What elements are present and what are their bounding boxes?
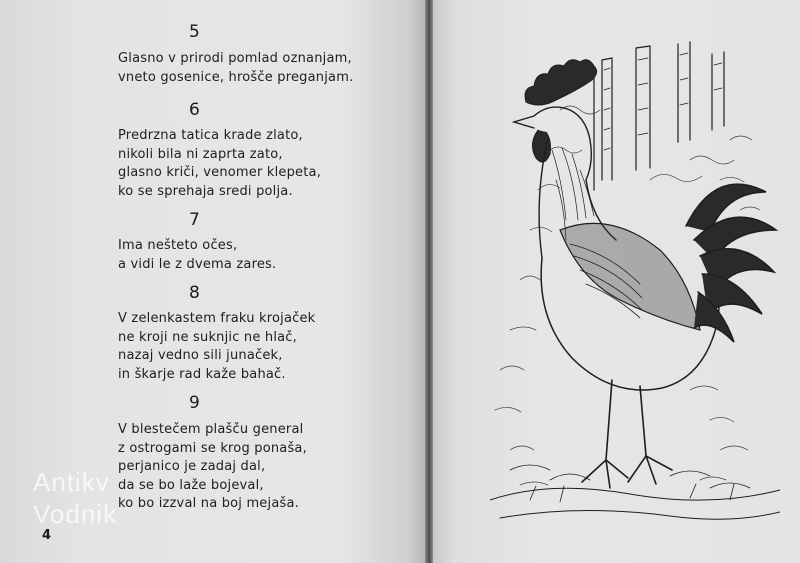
poem-line: Ima nešteto očes, [118, 238, 238, 253]
rooster-comb [525, 60, 597, 105]
stanza-number: 8 [189, 283, 200, 303]
poem-line: da se bo laže bojeval, [118, 477, 264, 493]
poem-line: a vidi le z dvema zares. [118, 256, 277, 272]
stanza-number: 6 [189, 100, 200, 120]
ground [490, 488, 780, 519]
poem-line: glasno kriči, venomer klepeta, [118, 165, 322, 181]
poem-line: V zelenkastem fraku krojaček [118, 311, 316, 326]
rooster-legs [582, 380, 672, 488]
poem-line: perjanico je zadaj dal, [118, 459, 266, 475]
rooster-tail [686, 184, 776, 342]
watermark-line: Vodnik [33, 499, 118, 529]
stanza-8 [118, 310, 315, 384]
page-number: 4 [42, 528, 52, 543]
poem-line: nazaj vedno sili junaček, [118, 348, 283, 364]
book-gutter [425, 0, 433, 563]
stanza-9 [118, 421, 307, 514]
rooster-illustration [490, 30, 780, 530]
rooster-wing [560, 223, 700, 330]
stanza-5 [118, 50, 353, 87]
rooster-wattle [532, 130, 550, 162]
poem-line: Glasno v prirodi pomlad oznanjam, [118, 51, 352, 66]
poem-line: nikoli bila ni zaprta zato, [118, 146, 283, 162]
poem-line: ko bo izzval na boj mejaša. [118, 496, 299, 512]
watermark [33, 466, 117, 530]
rooster-beak [514, 116, 534, 128]
poem-line: in škarje rad kaže bahač. [118, 366, 286, 382]
stanza-number: 5 [189, 22, 200, 42]
stanza-6 [118, 127, 321, 201]
poem-line: z ostrogami se krog ponaša, [118, 440, 307, 456]
poem-line: Predrzna tatica krade zlato, [118, 128, 303, 143]
poem-line: ko se sprehaja sredi polja. [118, 183, 293, 199]
fence-posts [594, 42, 724, 190]
stanza-7 [118, 237, 276, 274]
stanza-number: 7 [189, 210, 200, 230]
poem-line: V blestečem plašču general [118, 422, 304, 437]
watermark-line: Antikv [33, 467, 110, 497]
poem-line: vneto gosenice, hrošče preganjam. [118, 69, 354, 85]
poem-line: ne kroji ne suknjic ne hlač, [118, 329, 297, 345]
stanza-number: 9 [189, 393, 200, 413]
